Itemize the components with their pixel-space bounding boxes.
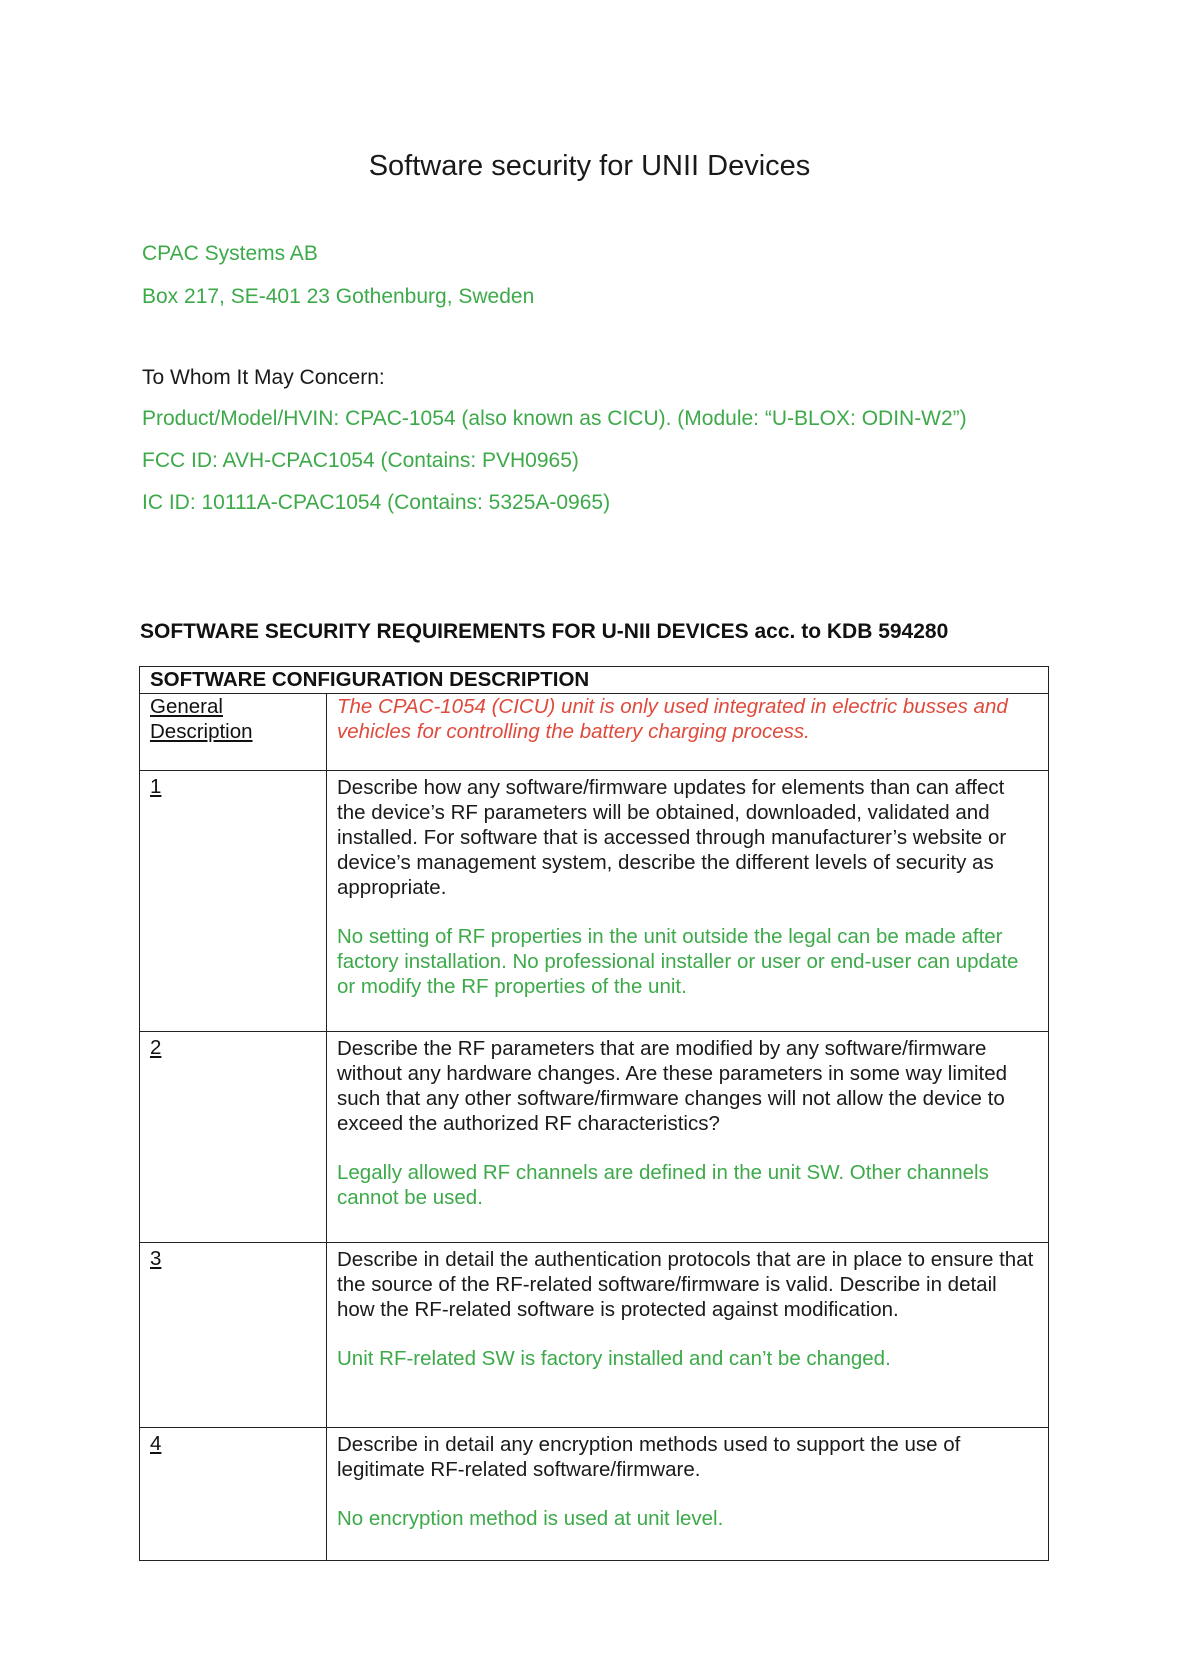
row-answer: Legally allowed RF channels are defined in the unit SW. Other channels cannot be used.: [337, 1161, 989, 1209]
row-number: 2: [140, 1032, 327, 1243]
row-answer: No encryption method is used at unit level.: [337, 1507, 724, 1530]
row-question: Describe in detail the authentication protocols that are in place to ensure that the source of the RF-related software/firmware is valid. Describe in detail how the RF-related software is protected against modification.: [337, 1248, 1034, 1321]
table-row: [140, 1032, 1049, 1243]
product-line: Product/Model/HVIN: CPAC-1054 (also known as CICU). (Module: “U-BLOX: ODIN-W2”): [142, 407, 967, 430]
row-content: [327, 1428, 1049, 1561]
general-description-label: [140, 694, 327, 771]
table-row: [140, 771, 1049, 1032]
row-question: Describe in detail any encryption methods used to support the use of legitimate RF-related software/firmware.: [337, 1433, 961, 1481]
row-content: [327, 1243, 1049, 1428]
general-description-text: The CPAC-1054 (CICU) unit is only used integrated in electric busses and vehicles for controlling the battery charging process.: [337, 695, 1008, 743]
company-address: Box 217, SE-401 23 Gothenburg, Sweden: [142, 285, 535, 308]
general-label-line-2: Description: [150, 720, 253, 743]
row-question: Describe how any software/firmware updates for elements than can affect the device’s RF parameters will be obtained, downloaded, validated and installed. For software that is accessed through manufacturer’s website or device’s management system, describe the different levels of security as appropriate.: [337, 776, 1007, 899]
table-row: [140, 1243, 1049, 1428]
row-answer: No setting of RF properties in the unit outside the legal can be made after factory installation. No professional installer or user or end-user can update or modify the RF properties of the unit.: [337, 925, 1019, 998]
table-header: SOFTWARE CONFIGURATION DESCRIPTION: [140, 667, 1049, 694]
requirements-table: [139, 666, 1049, 1561]
company-name: CPAC Systems AB: [142, 242, 318, 265]
table-header-row: [140, 667, 1049, 694]
general-description-cell: [327, 694, 1049, 771]
row-content: [327, 771, 1049, 1032]
row-question: Describe the RF parameters that are modified by any software/firmware without any hardware changes. Are these parameters in some way limited such that any other software/firmware changes will not allow the device to exceed the authorized RF characteristics?: [337, 1037, 1008, 1135]
fcc-id-line: FCC ID: AVH-CPAC1054 (Contains: PVH0965): [142, 449, 579, 472]
general-description-row: [140, 694, 1049, 771]
table-row: [140, 1428, 1049, 1561]
row-number: 4: [140, 1428, 327, 1561]
row-answer: Unit RF-related SW is factory installed and can’t be changed.: [337, 1347, 891, 1370]
row-number: 1: [140, 771, 327, 1032]
row-content: [327, 1032, 1049, 1243]
salutation: To Whom It May Concern:: [142, 366, 385, 389]
section-heading: SOFTWARE SECURITY REQUIREMENTS FOR U-NII DEVICES acc. to KDB 594280: [140, 620, 949, 643]
general-label-line-1: General: [150, 695, 223, 718]
ic-id-line: IC ID: 10111A-CPAC1054 (Contains: 5325A-0965): [142, 491, 611, 514]
page-title: Software security for UNII Devices: [368, 150, 811, 182]
row-number: 3: [140, 1243, 327, 1428]
